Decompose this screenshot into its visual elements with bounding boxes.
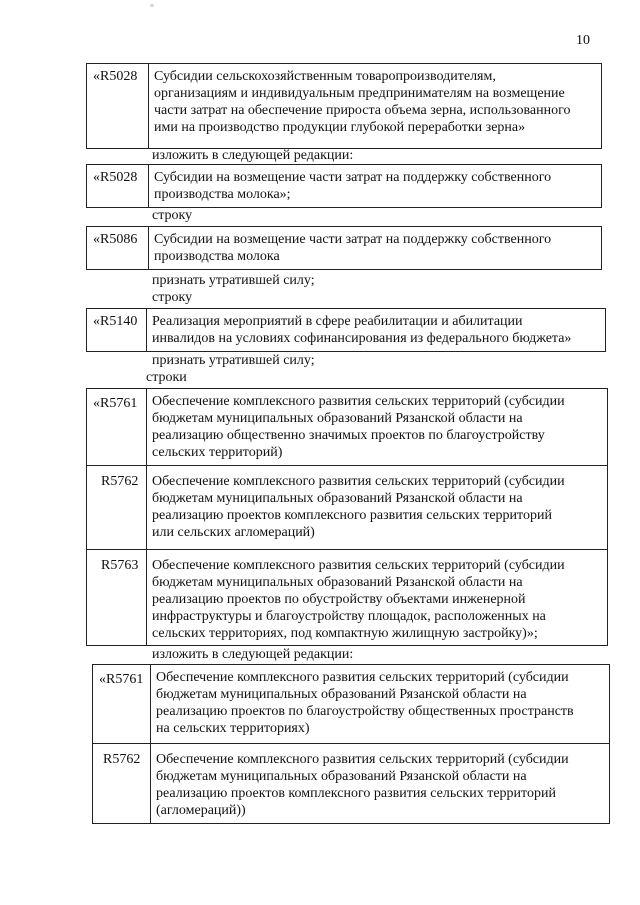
code-cell: «R5761 xyxy=(93,396,138,411)
code-cell: «R5140 xyxy=(87,309,147,351)
text-line: сельских территорий) xyxy=(152,445,283,460)
row-divider xyxy=(93,743,609,744)
instruction-text: изложить в следующей редакции: xyxy=(152,647,354,662)
description-cell xyxy=(151,747,609,819)
text-line: Обеспечение комплексного развития сельских территорий (субсидии xyxy=(152,558,565,573)
text-line: или сельских агломераций) xyxy=(152,525,315,540)
instruction-text: строку xyxy=(152,290,193,305)
code-entry-r5028-old xyxy=(86,63,602,149)
description-cell xyxy=(151,665,609,737)
text-line: (агломераций)) xyxy=(156,803,246,818)
instruction-text: строку xyxy=(152,208,193,223)
instruction-text: строки xyxy=(146,370,187,385)
text-line: бюджетам муниципальных образований Рязанской области на xyxy=(152,491,523,506)
text-line: части затрат на обеспечение прироста объема зерна, использованного xyxy=(154,103,571,118)
text-line: Обеспечение комплексного развития сельских территорий (субсидии xyxy=(156,752,569,767)
text-line: Реализация мероприятий в сфере реабилитации и абилитации xyxy=(152,314,523,329)
text-line: реализацию проектов по обустройству объектами инженерной xyxy=(152,592,526,607)
text-line: сельских территориях, под компактную жилищную застройку)»; xyxy=(152,626,538,641)
text-line: Субсидии на возмещение части затрат на поддержку собственного xyxy=(154,232,552,247)
code-cell: «R5028 xyxy=(87,165,149,207)
code-entry-r5028-new xyxy=(86,164,602,208)
text-line: реализацию проектов комплексного развития сельских территорий xyxy=(152,508,552,523)
code-table-old xyxy=(86,388,608,646)
description-cell xyxy=(147,389,607,461)
code-cell: «R5761 xyxy=(99,672,144,687)
description-cell xyxy=(147,553,607,642)
text-line: Обеспечение комплексного развития сельских территорий (субсидии xyxy=(152,474,565,489)
text-line: производства молока xyxy=(154,249,280,264)
text-line: бюджетам муниципальных образований Рязанской области на xyxy=(156,687,527,702)
text-line: организациям и индивидуальным предпринимателям на возмещение xyxy=(154,86,565,101)
text-line: инвалидов на условиях софинансирования из федерального бюджета» xyxy=(152,331,572,346)
text-line: на сельских территориях) xyxy=(156,721,310,736)
instruction-text: признать утратившей силу; xyxy=(152,353,315,368)
description-cell xyxy=(149,64,601,136)
text-line: реализацию проектов по благоустройству общественных пространств xyxy=(156,704,574,719)
code-cell: «R5086 xyxy=(87,227,149,269)
description-cell xyxy=(149,227,601,265)
text-line: бюджетам муниципальных образований Рязанской области на xyxy=(156,769,527,784)
scan-mark: ° xyxy=(150,3,154,14)
instruction-text: признать утратившей силу; xyxy=(152,273,315,288)
description-cell xyxy=(147,469,607,541)
code-column xyxy=(87,389,147,645)
row-divider xyxy=(87,465,607,466)
description-cell xyxy=(149,165,601,203)
code-entry-r5086 xyxy=(86,226,602,270)
text-line: Обеспечение комплексного развития сельских территорий (субсидии xyxy=(152,394,565,409)
text-line: бюджетам муниципальных образований Рязанской области на xyxy=(152,411,523,426)
text-line: производства молока»; xyxy=(154,187,291,202)
code-column xyxy=(93,665,151,823)
row-divider xyxy=(87,549,607,550)
page-number: 10 xyxy=(576,33,590,48)
code-cell: R5762 xyxy=(103,752,141,767)
description-cell xyxy=(147,309,605,347)
text-line: реализацию проектов комплексного развития сельских территорий xyxy=(156,786,556,801)
code-table-new xyxy=(92,664,610,824)
text-line: Субсидии на возмещение части затрат на поддержку собственного xyxy=(154,170,552,185)
text-line: бюджетам муниципальных образований Рязанской области на xyxy=(152,575,523,590)
text-line: реализацию общественно значимых проектов по благоустройству xyxy=(152,428,545,443)
code-cell: «R5028 xyxy=(87,64,149,148)
code-cell: R5763 xyxy=(101,558,139,573)
text-line: ими на производство продукции глубокой переработки зерна» xyxy=(154,120,526,135)
instruction-text: изложить в следующей редакции: xyxy=(152,148,354,163)
code-entry-r5140 xyxy=(86,308,606,352)
code-cell: R5762 xyxy=(101,474,139,489)
text-line: Обеспечение комплексного развития сельских территорий (субсидии xyxy=(156,670,569,685)
text-line: инфраструктуры и благоустройству площадок, расположенных на xyxy=(152,609,546,624)
text-line: Субсидии сельскохозяйственным товаропроизводителям, xyxy=(154,69,496,84)
